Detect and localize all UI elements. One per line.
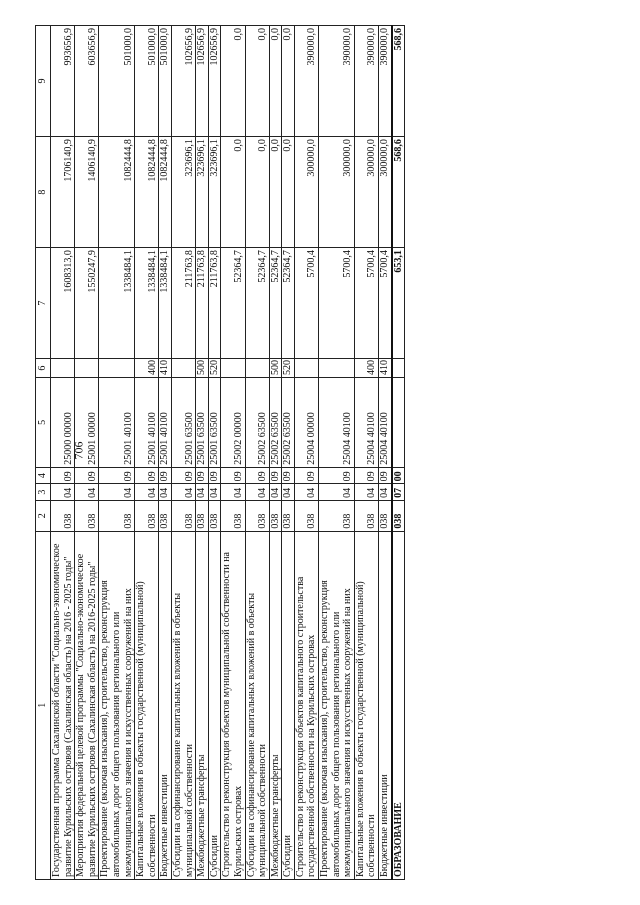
table-row [294, 26, 318, 880]
subsection-code-cell: 09 [208, 467, 221, 484]
target-article-cell: 25001 40100 [159, 378, 172, 468]
amount-cell: 52364,7 [269, 248, 282, 359]
target-article-cell: 25002 63500 [282, 378, 295, 468]
expense-type-cell: 500 [269, 359, 282, 378]
expense-type-cell [51, 359, 75, 378]
amount-cell: 1608313,0 [51, 248, 75, 359]
column-header: 8 [36, 137, 51, 248]
amount-cell: 568,6 [392, 26, 405, 137]
subsection-code-cell: 09 [354, 467, 378, 484]
table-row [319, 26, 355, 880]
amount-cell: 5700,4 [319, 248, 355, 359]
amount-cell: 300000,0 [379, 137, 392, 248]
table-row [75, 26, 99, 880]
row-name-cell: Субсидии [208, 531, 221, 879]
ministry-code-cell: 038 [294, 500, 318, 531]
target-article-cell: 25002 00000 [221, 378, 245, 468]
subsection-code-cell: 09 [269, 467, 282, 484]
expense-type-cell: 520 [282, 359, 295, 378]
table-row [51, 26, 75, 880]
ministry-code-cell: 038 [354, 500, 378, 531]
section-code-cell: 04 [171, 484, 195, 501]
amount-cell: 390000,0 [379, 26, 392, 137]
amount-cell: 0,0 [282, 137, 295, 248]
section-code-cell: 04 [319, 484, 355, 501]
section-code-cell: 04 [99, 484, 135, 501]
amount-cell: 0,0 [245, 137, 269, 248]
amount-cell: 211763,8 [171, 248, 195, 359]
table-row [282, 26, 295, 880]
target-article-cell: 25001 40100 [99, 378, 135, 468]
amount-cell: 1338484,1 [159, 248, 172, 359]
subsection-code-cell: 09 [75, 467, 99, 484]
section-code-cell: 04 [196, 484, 209, 501]
amount-cell: 501000,0 [135, 26, 159, 137]
subsection-code-cell: 09 [245, 467, 269, 484]
amount-cell: 5700,4 [294, 248, 318, 359]
ministry-code-cell: 038 [269, 500, 282, 531]
amount-cell: 1082444,8 [135, 137, 159, 248]
amount-cell: 52364,7 [245, 248, 269, 359]
header-row [36, 26, 51, 880]
section-code-cell: 04 [221, 484, 245, 501]
amount-cell: 0,0 [282, 26, 295, 137]
expense-type-cell [319, 359, 355, 378]
table-body [51, 26, 405, 880]
amount-cell: 211763,8 [208, 248, 221, 359]
target-article-cell: 25004 40100 [319, 378, 355, 468]
column-header: 4 [36, 467, 51, 484]
amount-cell: 390000,0 [354, 26, 378, 137]
subsection-code-cell: 09 [282, 467, 295, 484]
row-name-cell: Капитальные вложения в объекты государственной (муниципальной) собственности [354, 531, 378, 879]
table-row [135, 26, 159, 880]
table-row [245, 26, 269, 880]
amount-cell: 1082444,8 [159, 137, 172, 248]
subsection-code-cell: 09 [379, 467, 392, 484]
section-code-cell: 04 [51, 484, 75, 501]
table-row [221, 26, 245, 880]
amount-cell: 52364,7 [221, 248, 245, 359]
amount-cell: 1338484,1 [135, 248, 159, 359]
subsection-code-cell: 09 [294, 467, 318, 484]
expense-type-cell [294, 359, 318, 378]
amount-cell: 5700,4 [379, 248, 392, 359]
section-code-cell: 04 [294, 484, 318, 501]
row-name-cell: Межбюджетные трансферты [196, 531, 209, 879]
subsection-code-cell: 09 [159, 467, 172, 484]
expense-type-cell [392, 359, 405, 378]
amount-cell: 501000,0 [159, 26, 172, 137]
amount-cell: 323696,1 [171, 137, 195, 248]
expense-type-cell: 520 [208, 359, 221, 378]
table-row [159, 26, 172, 880]
amount-cell: 390000,0 [294, 26, 318, 137]
row-name-cell: Мероприятия федеральной целевой программы "Социально-экономическое развитие Курильских островов (Сахалинская область) на 2016-2025 годы" [75, 531, 99, 879]
amount-cell: 1706140,9 [51, 137, 75, 248]
target-article-cell: 25001 63500 [171, 378, 195, 468]
row-name-cell: Государственная программа Сахалинской области "Социально-экономическое развитие Курильских островов (Сахалинская область) на 2016 - 2025 годы" [51, 531, 75, 879]
amount-cell: 102656,9 [171, 26, 195, 137]
table-row [99, 26, 135, 880]
amount-cell: 102656,9 [208, 26, 221, 137]
target-article-cell: 25000 00000 [51, 378, 75, 468]
ministry-code-cell: 038 [245, 500, 269, 531]
subsection-code-cell: 09 [196, 467, 209, 484]
subsection-code-cell: 09 [171, 467, 195, 484]
target-article-cell: 25002 63500 [245, 378, 269, 468]
amount-cell: 52364,7 [282, 248, 295, 359]
ministry-code-cell: 038 [75, 500, 99, 531]
section-code-cell: 04 [269, 484, 282, 501]
target-article-cell: 25001 40100 [135, 378, 159, 468]
amount-cell: 390000,0 [319, 26, 355, 137]
expense-type-cell: 410 [379, 359, 392, 378]
section-code-cell: 07 [392, 484, 405, 501]
table-row [208, 26, 221, 880]
ministry-code-cell: 038 [392, 500, 405, 531]
ministry-code-cell: 038 [221, 500, 245, 531]
amount-cell: 1406140,9 [75, 137, 99, 248]
subsection-code-cell: 09 [221, 467, 245, 484]
amount-cell: 603656,9 [75, 26, 99, 137]
rotated-page [35, 25, 605, 880]
target-article-cell [392, 378, 405, 468]
target-article-cell: 25004 40100 [354, 378, 378, 468]
amount-cell: 300000,0 [294, 137, 318, 248]
amount-cell: 5700,4 [354, 248, 378, 359]
amount-cell: 1550247,9 [75, 248, 99, 359]
column-header: 5 [36, 378, 51, 468]
row-name-cell: Субсидии на софинансирование капитальных вложений в объекты муниципальной собственности [171, 531, 195, 879]
ministry-code-cell: 038 [196, 500, 209, 531]
expense-type-cell [221, 359, 245, 378]
subsection-code-cell: 09 [51, 467, 75, 484]
ministry-code-cell: 038 [282, 500, 295, 531]
table-row [196, 26, 209, 880]
ministry-code-cell: 038 [319, 500, 355, 531]
table-row [354, 26, 378, 880]
column-header: 2 [36, 500, 51, 531]
page-number: 706 [71, 441, 86, 460]
table-row [392, 26, 405, 880]
subsection-code-cell: 00 [392, 467, 405, 484]
ministry-code-cell: 038 [159, 500, 172, 531]
target-article-cell: 25001 63500 [196, 378, 209, 468]
amount-cell: 501000,0 [99, 26, 135, 137]
row-name-cell: Капитальные вложения в объекты государственной (муниципальной) собственности [135, 531, 159, 879]
row-name-cell: Субсидии [282, 531, 295, 879]
row-name-cell: Строительство и реконструкция объектов капитального строительства государственной собственности на Курильских островах [294, 531, 318, 879]
section-code-cell: 04 [354, 484, 378, 501]
row-name-cell: Проектирование (включая изыскания), строительство, реконструкция автомобильных дорог общего пользования регионального или межмуниципального значения и искусственных сооружений на них [319, 531, 355, 879]
amount-cell: 0,0 [269, 137, 282, 248]
amount-cell: 211763,8 [196, 248, 209, 359]
column-header: 1 [36, 531, 51, 879]
expense-type-cell [99, 359, 135, 378]
amount-cell: 993656,9 [51, 26, 75, 137]
expense-type-cell: 400 [135, 359, 159, 378]
column-header: 9 [36, 26, 51, 137]
amount-cell: 0,0 [221, 26, 245, 137]
column-header: 6 [36, 359, 51, 378]
ministry-code-cell: 038 [171, 500, 195, 531]
column-header: 7 [36, 248, 51, 359]
expense-type-cell [171, 359, 195, 378]
section-code-cell: 04 [159, 484, 172, 501]
amount-cell: 653,1 [392, 248, 405, 359]
amount-cell: 568,6 [392, 137, 405, 248]
amount-cell: 0,0 [245, 26, 269, 137]
expense-type-cell: 400 [354, 359, 378, 378]
ministry-code-cell: 038 [379, 500, 392, 531]
ministry-code-cell: 038 [51, 500, 75, 531]
row-name-cell: Межбюджетные трансферты [269, 531, 282, 879]
row-name-cell: Субсидии на софинансирование капитальных вложений в объекты муниципальной собственности [245, 531, 269, 879]
section-code-cell: 04 [379, 484, 392, 501]
table-row [379, 26, 392, 880]
subsection-code-cell: 09 [135, 467, 159, 484]
section-code-cell: 04 [208, 484, 221, 501]
row-name-cell: Проектирование (включая изыскания), строительство, реконструкция автомобильных дорог общего пользования регионального или межмуниципального значения и искусственных сооружений на них [99, 531, 135, 879]
subsection-code-cell: 09 [99, 467, 135, 484]
amount-cell: 102656,9 [196, 26, 209, 137]
amount-cell: 1338484,1 [99, 248, 135, 359]
amount-cell: 0,0 [221, 137, 245, 248]
amount-cell: 0,0 [269, 26, 282, 137]
subsection-code-cell: 09 [319, 467, 355, 484]
target-article-cell: 25004 40100 [379, 378, 392, 468]
amount-cell: 323696,1 [196, 137, 209, 248]
row-name-cell: Бюджетные инвестиции [159, 531, 172, 879]
amount-cell: 323696,1 [208, 137, 221, 248]
target-article-cell: 25004 00000 [294, 378, 318, 468]
expense-type-cell: 410 [159, 359, 172, 378]
budget-table [35, 25, 405, 880]
target-article-cell: 25001 00000 [75, 378, 99, 468]
table-row [269, 26, 282, 880]
expense-type-cell [245, 359, 269, 378]
target-article-cell: 25002 63500 [269, 378, 282, 468]
ministry-code-cell: 038 [208, 500, 221, 531]
expense-type-cell [75, 359, 99, 378]
row-name-cell: Бюджетные инвестиции [379, 531, 392, 879]
section-code-cell: 04 [75, 484, 99, 501]
row-name-cell: Строительство и реконструкция объектов муниципальной собственности на Курильских островах [221, 531, 245, 879]
target-article-cell: 25001 63500 [208, 378, 221, 468]
column-header: 3 [36, 484, 51, 501]
table-row [171, 26, 195, 880]
amount-cell: 1082444,8 [99, 137, 135, 248]
section-code-cell: 04 [245, 484, 269, 501]
ministry-code-cell: 038 [99, 500, 135, 531]
row-name-cell: ОБРАЗОВАНИЕ [392, 531, 405, 879]
amount-cell: 300000,0 [319, 137, 355, 248]
amount-cell: 300000,0 [354, 137, 378, 248]
expense-type-cell: 500 [196, 359, 209, 378]
section-code-cell: 04 [135, 484, 159, 501]
ministry-code-cell: 038 [135, 500, 159, 531]
section-code-cell: 04 [282, 484, 295, 501]
